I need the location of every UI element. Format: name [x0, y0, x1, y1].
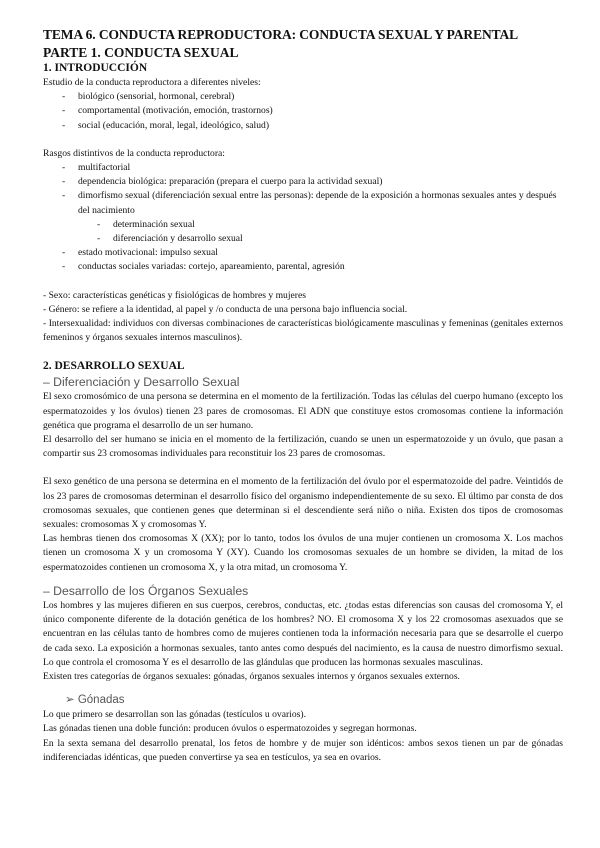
document-page — [43, 27, 563, 765]
paragraph: El sexo cromosómico de una persona se determina en el momento de la fertilización. Todas las células del cuerpo humano (excepto los espermatozoides y los óvulos) tienen 23 pares de cromosomas. El ADN que constituye estos cromosomas contiene la información genética que programa el desarrollo de un ser humano. — [43, 391, 563, 431]
intro-line: Estudio de la conducta reproductora a diferentes niveles: — [43, 77, 261, 88]
subheading-gonadas: ➢ Gónadas — [65, 694, 125, 707]
paragraph: En la sexta semana del desarrollo prenatal, los fetos de hombre y de mujer son idénticos: ambos sexos tienen un par de gónadas indiferenciadas idénticas, que pueden convertirse ya sea en testículos, ya sea en ovarios. — [43, 737, 563, 763]
section-heading-desarrollo: 2. DESARROLLO SEXUAL — [43, 360, 185, 373]
document-title: TEMA 6. CONDUCTA REPRODUCTORA: CONDUCTA SEXUAL Y PARENTAL — [43, 27, 519, 42]
paragraph: Las gónadas tienen una doble función: producen óvulos o espermatozoides y segregan hormonas. — [43, 723, 417, 735]
paragraph: El desarrollo del ser humano se inicia en el momento de la fertilización, cuando se unen un espermatozoide y un óvulo, que pasan a compartir sus 23 cromosomas individuales para reconstituir los 23 pares de cromosomas. — [43, 434, 563, 460]
list-item: - multifactorial — [43, 161, 563, 175]
paragraph: Los hombres y las mujeres difieren en sus cuerpos, cerebros, conductas, etc. ¿todas estas diferencias son causas del cromosoma Y, el único componente diferente de la dotación genética de los hombres? NO. El cromosoma X y los 22 cromosomas asexuados que se encuentran en las células tanto de hombres como de mujeres contienen toda la información necesaria para que se desarrolle el cuerpo de cada sexo. La exposición a hormonas sexuales, tanto antes como después del nacimiento, es la causa de nuestro dimorfismo sexual. Lo que controla el cromosoma Y es el desarrollo de las glándulas que producen las hormonas sexuales masculinas. — [43, 599, 563, 668]
traits-list — [43, 161, 563, 275]
levels-list — [43, 90, 563, 133]
list-item: - social (educación, moral, legal, ideológico, salud) — [43, 119, 563, 133]
traits-intro: Rasgos distintivos de la conducta reproductora: — [43, 147, 225, 159]
subheading-organos: – Desarrollo de los Órganos Sexuales — [43, 583, 249, 598]
part-heading: PARTE 1. CONDUCTA SEXUAL — [43, 45, 239, 60]
paragraph: Existen tres categorías de órganos sexuales: gónadas, órganos sexuales internos y órganos sexuales externos. — [43, 670, 460, 682]
definition-genero: - Género: se refiere a la identidad, al papel y /o conducta de una persona bajo influencia social. — [43, 303, 408, 315]
paragraph: El sexo genético de una persona se determina en el momento de la fertilización del óvulo por el espermatozoide del padre. Veintidós de los 23 pares de cromosomas determinan el desarrollo físico del organismo independientemente de su sexo. El último par consta de dos cromosomas sexuales, que contienen genes que determinan si el descendiente será niño o niña. Existen dos tipos de cromosomas sexuales: cromosomas X y cromosomas Y. — [43, 476, 563, 531]
paragraph: Las hembras tienen dos cromosomas X (XX); por lo tanto, todos los óvulos de una mujer contienen un cromosoma X. Los machos tienen un cromosoma X y un cromosoma Y (XY). Cuando los cromosomas sexuales de un hombre se dividen, la mitad de los espermatozoides contienen un cromosoma X, y la otra mitad, un cromosoma Y. — [43, 533, 563, 573]
list-item: - conductas sociales variadas: cortejo, apareamiento, parental, agresión — [43, 260, 563, 274]
subheading-diferenciacion: – Diferenciación y Desarrollo Sexual — [43, 375, 240, 390]
list-item: - dimorfismo sexual (diferenciación sexual entre las personas): depende de la exposición a hormonas sexuales antes y después del nacimiento — [43, 189, 563, 217]
list-item: - estado motivacional: impulso sexual — [43, 246, 563, 260]
definition-intersexualidad: - Intersexualidad: individuos con diversas combinaciones de características biológicamente masculinas y femeninas (genitales externos femeninos y órganos sexuales internos masculinos). — [43, 318, 563, 344]
definition-sexo: - Sexo: características genéticas y fisiológicas de hombres y mujeres — [43, 289, 306, 301]
list-item: - dependencia biológica: preparación (prepara el cuerpo para la actividad sexual) — [43, 175, 563, 189]
list-subitem: - diferenciación y desarrollo sexual — [43, 232, 563, 246]
list-item: - comportamental (motivación, emoción, trastornos) — [43, 104, 563, 118]
list-subitem: - determinación sexual — [43, 218, 563, 232]
section-heading-introduccion: 1. INTRODUCCIÓN — [43, 62, 148, 74]
list-item: - biológico (sensorial, hormonal, cerebral) — [43, 90, 563, 104]
paragraph: Lo que primero se desarrollan son las gónadas (testículos u ovarios). — [43, 709, 306, 721]
